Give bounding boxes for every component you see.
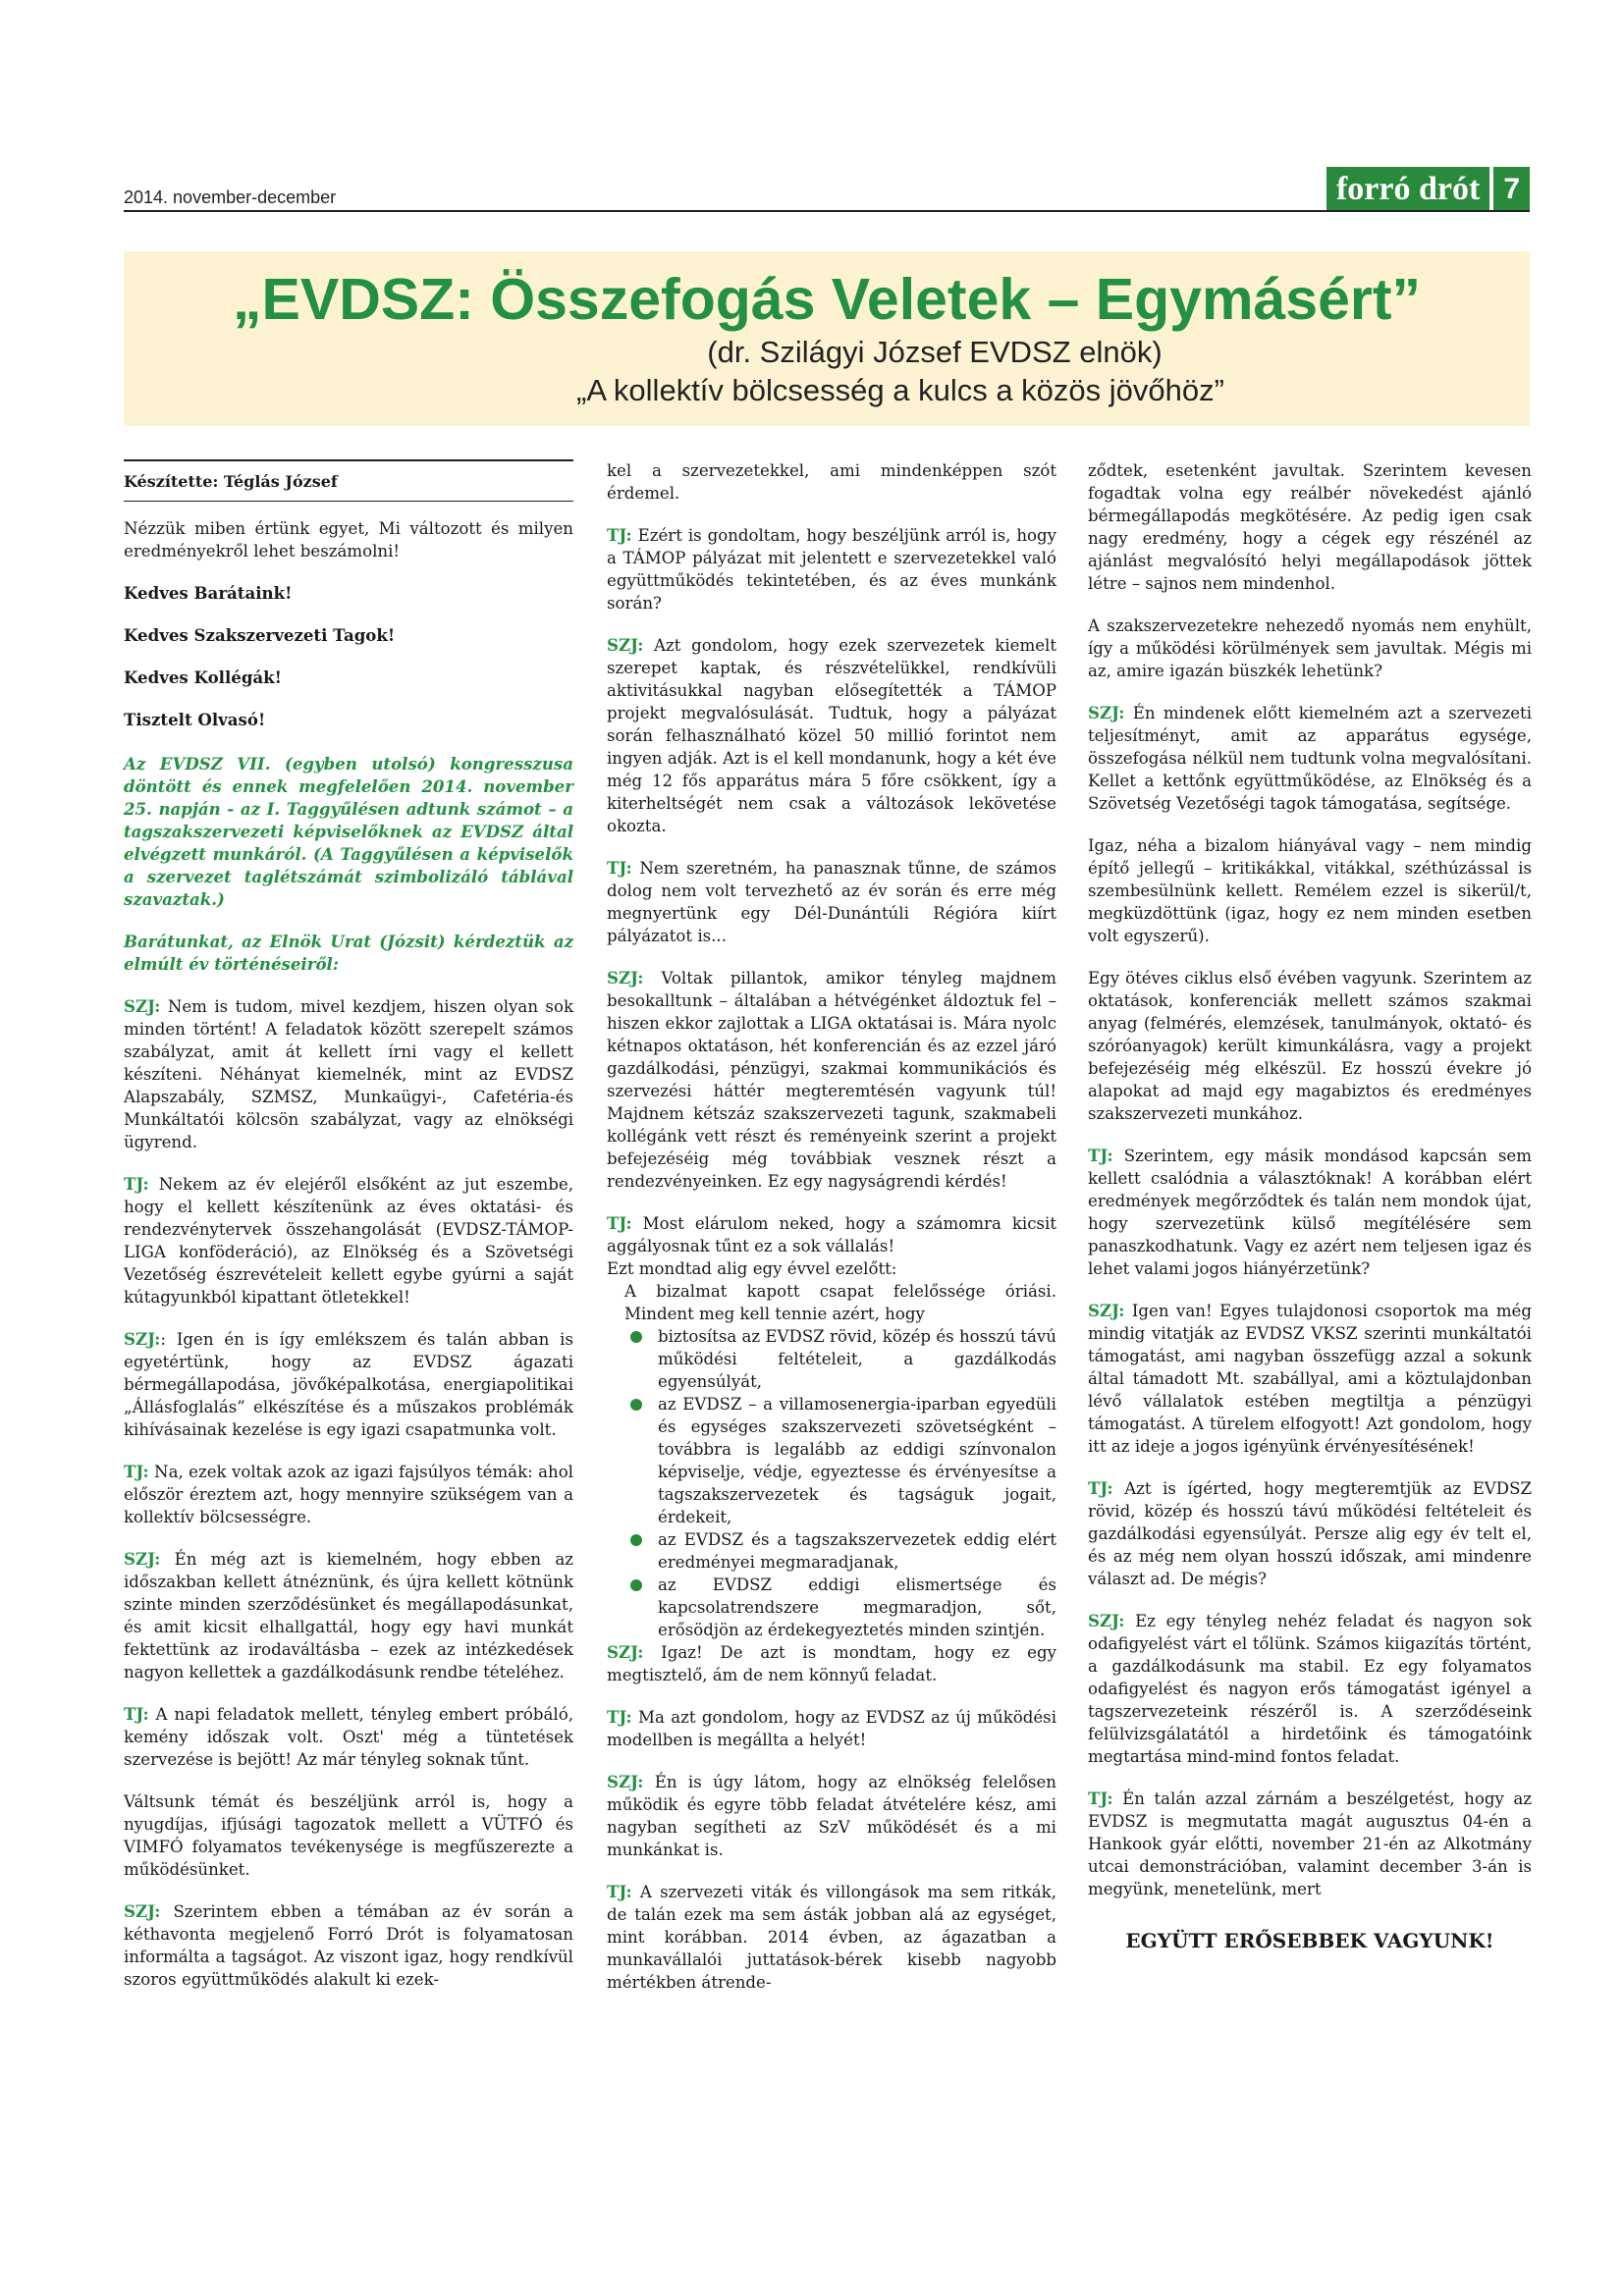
bullet-icon bbox=[630, 1331, 642, 1343]
article-subtitle: (dr. Szilágyi József EVDSZ elnök) bbox=[707, 335, 1163, 369]
speaker-label: TJ: bbox=[124, 1462, 149, 1481]
speaker-label: SZJ: bbox=[124, 1549, 161, 1569]
speaker-label: TJ: bbox=[124, 1704, 149, 1724]
paragraph-text: Én is úgy látom, hogy az elnökség felelősen működik és egyre több feladat átvételére kész, ami nagyban segítheti az SzV működését és a mi munkánkat is. bbox=[607, 1773, 1056, 1859]
page-header bbox=[124, 165, 1530, 212]
paragraph: A bizalmat kapott csapat felelőssége óriási. Mindent meg kell tennie azért, hogy bbox=[624, 1282, 1056, 1323]
bullet-icon bbox=[630, 1399, 642, 1411]
speaker-label: SZJ: bbox=[607, 635, 644, 655]
paragraph-text: Én mindenek előtt kiemelném azt a szervezeti teljesítményt, amit az apparátus egysége, összefogása nélkül nem tudtunk volna megvalósítani. Kellet a kettőnk együttműködése, az Elnökség és a Szövetség Vezetőségi tagok támogatása, segítsége. bbox=[1088, 704, 1532, 813]
masthead-title: forró drót bbox=[1326, 167, 1489, 212]
greeting: Kedves Barátaink! bbox=[124, 583, 293, 603]
bullet-icon bbox=[630, 1579, 642, 1591]
paragraph bbox=[607, 1881, 1056, 1994]
article-quote: „A kollektív bölcsesség a kulcs a közös jövőhöz” bbox=[576, 373, 1224, 407]
paragraph-text: : Igen én is így emlékszem és talán abban is egyetértünk, hogy az EVDSZ ágazati bérmegállapodása, jövőképalkotása, energiapolitikai „Állásfoglalás” elkészítése és a műszakos problémák kihívásainak kezelése is egy igazi csapatmunka volt. bbox=[124, 1330, 573, 1439]
paragraph-text: Voltak pillantok, amikor tényleg majdnem besokalltunk – általában a hétvégénket áldoztuk fel – hiszen ekkor zajlottak a LIGA oktatásai is. Mára nyolc kétnapos oktatáson, hét konferencián és az ezzel járó gazdálkodási, pénzügyi, szakmai kommunikációs és szervezési háttér megteremtésén vagyunk túl! Majdnem kétszáz szakszervezeti tagunk, szakmabeli kollégánk vett részt és reményeink szerint a projekt befejezéséig még továbbiak vesznek részt a rendezvényeinken. Ez egy nagyságrendi kérdés! bbox=[607, 969, 1056, 1191]
paragraph-text: Én talán azzal zárnám a beszélgetést, hogy az EVDSZ is megmutatta magát augusztus 04-én a Hankook gyár előtti, november 21-én az Alkotmány utcai demonstrációban, valamint december 3-án is megyünk, menetelünk, mert bbox=[1088, 1789, 1532, 1898]
paragraph bbox=[124, 1548, 573, 1683]
paragraph bbox=[124, 1461, 573, 1528]
speaker-label: SZJ: bbox=[1088, 703, 1125, 722]
speaker-label: TJ: bbox=[1088, 1789, 1113, 1808]
paragraph-text: Ez egy tényleg nehéz feladat és nagyon sok odafigyelést várt el tőlünk. Számos kiigazítás történt, a gazdálkodásunk ma stabil. Ez egy folyamatos odafigyelést és nagyon erős támogatást igényel a tagszervezeteink részéről is. A szerződéseink felülvizsgálatától a hirdetőink és támogatóink megtartása mind-mind fontos feladat. bbox=[1088, 1612, 1532, 1766]
paragraph-text: Nekem az év elejéről elsőként az jut eszembe, hogy el kellett készítenünk az éves oktatási- és rendezvénytervek összehangolását (EVDSZ-TÁMOP-LIGA konföderáció), az Elnökség és a Szövetségi Vezetőség észrevételeit kellett egybe gyúrni a saját kútagyunkból kipattant ötletekkel! bbox=[124, 1175, 573, 1307]
paragraph bbox=[124, 1328, 573, 1441]
paragraph-text: A szervezeti viták és villongások ma sem ritkák, de talán ezek ma sem ásták jobban alá az egységet, mint korábban. 2014 évben, az ágazatban a munkavállalói juttatások-bérek kisebb nagyobb mértékben átrende- bbox=[607, 1883, 1056, 1992]
speaker-label: SZJ: bbox=[1088, 1611, 1125, 1630]
speaker-label: SZJ: bbox=[124, 1329, 161, 1349]
speaker-label: SZJ: bbox=[124, 996, 161, 1016]
article-title: „EVDSZ: Összefogás Veletek – Egymásért” bbox=[232, 267, 1422, 332]
paragraph bbox=[124, 1900, 573, 1991]
list-item-text: az EVDSZ és a tagszakszervezetek eddig elért eredményei megmaradjanak, bbox=[658, 1530, 1056, 1572]
column-1 bbox=[124, 459, 573, 2010]
paragraph bbox=[1088, 1610, 1532, 1768]
issue-date: 2014. november-december bbox=[124, 187, 337, 207]
speaker-label: TJ: bbox=[607, 1882, 632, 1901]
greeting: Kedves Szakszervezeti Tagok! bbox=[124, 625, 396, 645]
paragraph bbox=[607, 967, 1056, 1193]
paragraph: Egy ötéves ciklus első évében vagyunk. Szerintem az oktatások, konferenciák mellett számos szakmai anyag (felmérés, elemzések, tanulmányok, oktató- és szóróanyagok) került kimunkálásra, vagy a projekt befejezéséig még elkészül. Ez hosszú évekre jó alapokat ad majd egy magabiztos és eredményes szakszervezeti munkához. bbox=[1088, 969, 1532, 1123]
speaker-label: SZJ: bbox=[124, 1901, 161, 1921]
paragraph bbox=[607, 1706, 1056, 1751]
paragraph bbox=[124, 1173, 573, 1308]
speaker-label: TJ: bbox=[607, 858, 632, 878]
paragraph-text: Én még azt is kiemelném, hogy ebben az időszakban kellett átnéznünk, és újra kellett kötnünk szinte minden szerződésünket és megállapodásunkat, és amit kicsit elhallgattál, hogy egy havi munkát fektettünk az irodaváltásba – ezek az intézkedések nagyon kellettek a gazdálkodásunk rendbe tételéhez. bbox=[124, 1550, 573, 1682]
paragraph-text: Ezért is gondoltam, hogy beszéljünk arról is, hogy a TÁMOP pályázat mit jelentett e szervezetekkel való együttműködés tekintetében, és az éves munkánk során? bbox=[607, 526, 1056, 613]
speaker-label: SZJ: bbox=[607, 1642, 644, 1662]
column-2 bbox=[607, 459, 1056, 2013]
intro-paragraph: Nézzük miben értünk egyet, Mi változott és milyen eredményekről lehet beszámolni! bbox=[124, 519, 573, 561]
speaker-label: SZJ: bbox=[1088, 1301, 1125, 1320]
paragraph bbox=[1088, 702, 1532, 815]
page-number: 7 bbox=[1493, 167, 1530, 212]
bullet-icon bbox=[630, 1534, 642, 1546]
list-item-text: biztosítsa az EVDSZ rövid, közép és hosszú távú működési feltételeit, a gazdálkodás egyensúlyát, bbox=[658, 1327, 1056, 1391]
paragraph: kel a szervezetekkel, ami mindenképpen szót érdemel. bbox=[607, 461, 1056, 503]
list-item bbox=[607, 1325, 1056, 1393]
speaker-label: TJ: bbox=[607, 1213, 632, 1233]
paragraph: A szakszervezetekre nehezedő nyomás nem enyhült, így a működési körülmények sem javultak. Mégis mi az, amire igazán büszkék lehetünk? bbox=[1088, 616, 1532, 680]
paragraph bbox=[1088, 1145, 1532, 1280]
greeting: Kedves Kollégák! bbox=[124, 667, 282, 687]
paragraph bbox=[124, 995, 573, 1153]
paragraph-text: Ma azt gondolom, hogy az EVDSZ az új működési modellben is megállta a helyét! bbox=[607, 1708, 1056, 1749]
paragraph: ződtek, esetenként javultak. Szerintem kevesen fogadtak volna egy reálbér növekedést ajánló bérmegállapodás megkötésére. Az pedig igen csak nagy eredmény, hogy a cégek egy részénél az ajánlást megvalósító helyi megállapodások jöttek létre – sajnos nem mindenhol. bbox=[1088, 461, 1532, 593]
paragraph-text: Nem szeretném, ha panasznak tűnne, de számos dolog nem volt tervezhető az év során és erre még megnyertünk egy Dél-Dunántúli Régióra kiírt pályázatot is... bbox=[607, 859, 1056, 945]
speaker-label: TJ: bbox=[607, 1707, 632, 1727]
paragraph: Ezt mondtad alig egy évvel ezelőtt: bbox=[607, 1259, 897, 1278]
column-3 bbox=[1088, 459, 1532, 1972]
title-banner bbox=[124, 251, 1530, 426]
paragraph-text: Igen van! Egyes tulajdonosi csoportok ma még mindig vitatják az EVDSZ VKSZ szerinti munkáltatói támogatást, ami nagyban összefügg azzal a sokunk által támadott Mt. szabállyal, ami a köztulajdonban lévő vállalatok estében megtiltja a pénzügyi támogatást. A türelem elfogyott! Azt gondolom, hogy itt az ideje a jogos igényünk érvényesítésének! bbox=[1088, 1302, 1532, 1456]
list-item bbox=[607, 1574, 1056, 1641]
speaker-label: SZJ: bbox=[607, 1772, 644, 1791]
speaker-label: TJ: bbox=[1088, 1478, 1113, 1498]
lead-question: Barátunkat, az Elnök Urat (Józsit) kérdeztük az elmúlt év történéseiről: bbox=[124, 932, 573, 974]
paragraph-text: Igaz! De azt is mondtam, hogy ez egy megtisztelő, ám de nem könnyű feladat. bbox=[607, 1643, 1056, 1684]
paragraph-text: A napi feladatok mellett, tényleg embert próbáló, kemény időszak volt. Oszt' még a tüntetések szervezése is bejött! Az már tényleg soknak tűnt. bbox=[124, 1705, 573, 1769]
paragraph bbox=[124, 1703, 573, 1771]
paragraph-text: Szerintem ebben a témában az év során a kéthavonta megjelenő Forró Drót is folyamatosan informálta a tagságot. Az viszont igaz, hogy rendkívül szoros együttműködés alakult ki ezek- bbox=[124, 1902, 573, 1989]
speaker-label: SZJ: bbox=[607, 968, 644, 988]
list-item-text: az EVDSZ eddigi elismertsége és kapcsolatrendszere megmaradjon, sőt, erősödjön az érdekegyeztetés minden szintjén. bbox=[658, 1575, 1056, 1639]
list-item-text: az EVDSZ – a villamosenergia-iparban egyedüli és egységes szakszervezeti szövetségként – továbbra is legalább az eddigi színvonalon képviselje, védje, egyeztesse és érvényesítse a tagszakszervezetek és tagságuk jogait, érdekeit, bbox=[658, 1395, 1056, 1526]
paragraph bbox=[1088, 1788, 1532, 1900]
masthead bbox=[1326, 167, 1530, 212]
list-item bbox=[607, 1393, 1056, 1528]
speaker-label: TJ: bbox=[124, 1174, 149, 1194]
greeting: Tisztelt Olvasó! bbox=[124, 710, 266, 729]
paragraph-text: Azt is ígérted, hogy megteremtjük az EVDSZ rövid, közép és hosszú távú működési feltételeit és gazdálkodási egyensúlyát. Persze alig egy év telt el, és az még nem olyan hosszú időszak, ami mindenre választ ad. De mégis? bbox=[1088, 1479, 1532, 1588]
closing-slogan: EGYÜTT ERŐSEBBEK VAGYUNK! bbox=[1125, 1929, 1494, 1952]
paragraph bbox=[607, 857, 1056, 947]
paragraph bbox=[607, 1771, 1056, 1861]
paragraph: Váltsunk témát és beszéljünk arról is, hogy a nyugdíjas, ifjúsági tagozatok mellett a VÜTFÓ és VIMFÓ folyamatos tevékenysége is megfűszerezte a működésünket. bbox=[124, 1792, 573, 1879]
header-rule bbox=[124, 210, 1530, 212]
paragraph bbox=[1088, 1477, 1532, 1590]
paragraph bbox=[607, 1212, 1056, 1257]
paragraph-text: Nem is tudom, mivel kezdjem, hiszen olyan sok minden történt! A feladatok között szerepelt számos szabályzat, amit át kellett írni vagy el kellett készíteni. Néhányat kiemelnék, mint az EVDSZ Alapszabály, SZMSZ, Munkaügyi-, Cafetéria-és Munkáltatói kölcsön szabályzat, vagy az elnökségi ügyrend. bbox=[124, 997, 573, 1151]
lead-paragraph: Az EVDSZ VII. (egyben utolsó) kongresszusa döntött és ennek megfelelően 2014. november 25. napján - az I. Taggyűlésen adtunk számot – a tagszakszervezeti képviselőknek az EVDSZ által elvégzett munkáról. (A Taggyűlésen a képviselők a szervezet taglétszámát szimbolizáló táblával szavaztak.) bbox=[124, 754, 573, 909]
paragraph bbox=[1088, 1300, 1532, 1458]
paragraph-text: Azt gondolom, hogy ezek szervezetek kiemelt szerepet kaptak, és részvételükkel, rendkívüli aktivitásukkal nagyban elősegítették a TÁMOP projekt megvalósulását. Tudtuk, hogy a pályázat során felhasználható közel 50 millió forintot nem ingyen adják. Azt is el kell mondanunk, hogy a két éve még 12 fős apparátus mára 5 főre csökkent, így a kiterheltségét nem csak a változások lekövetése okozta. bbox=[607, 636, 1056, 835]
speaker-label: TJ: bbox=[1088, 1146, 1113, 1165]
speaker-label: TJ: bbox=[607, 525, 632, 545]
paragraph bbox=[607, 634, 1056, 837]
paragraph: Igaz, néha a bizalom hiányával vagy – nem mindig építő jellegű – kritikákkal, vitákkal, széthúzással is szembesülnünk kellett. Remélem ezzel is sikerül/t, megküzdöttünk (igaz, hogy ez nem minden esetben volt egyszerű). bbox=[1088, 836, 1532, 945]
paragraph-text: Szerintem, egy másik mondásod kapcsán sem kellett csalódnia a választóknak! A korábban elért eredmények megőrződtek és talán nem mondok újat, hogy szervezetünk külső megítélésére sem panaszkodhatunk. Vagy ez azért nem teljesen igaz és lehet valami jogos hiányérzetünk? bbox=[1088, 1147, 1532, 1278]
list-item bbox=[607, 1528, 1056, 1574]
paragraph bbox=[607, 1641, 1056, 1686]
paragraph-text: Most elárulom neked, hogy a számomra kicsit aggályosnak tűnt ez a sok vállalás! bbox=[607, 1214, 1056, 1255]
bullet-list bbox=[607, 1325, 1056, 1641]
paragraph bbox=[607, 524, 1056, 614]
author-line: Készítette: Téglás József bbox=[124, 459, 573, 502]
paragraph-text: Na, ezek voltak azok az igazi fajsúlyos témák: ahol először éreztem azt, hogy mennyire szükségem van a kollektív bölcsességre. bbox=[124, 1463, 573, 1526]
